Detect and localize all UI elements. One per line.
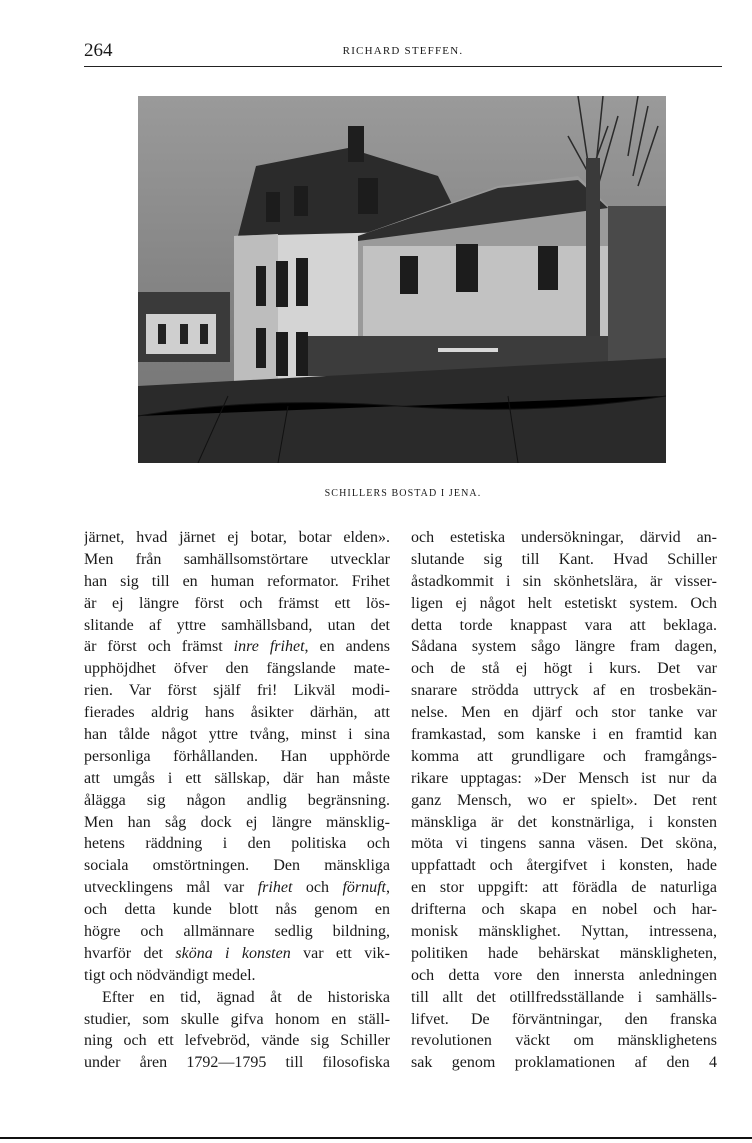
text-line: utvecklingens mål var frihet och förnuft, <box>84 879 390 897</box>
text-line: lifvet. De förväntningar, den franska <box>411 1010 717 1028</box>
text-line: studier, som skulle gifva honom en ställ- <box>84 1010 390 1028</box>
text-line: politiken hade behärskat mänskligheten, <box>411 944 717 962</box>
text-line: Sådana system sågo längre fram dagen, <box>411 638 717 656</box>
text-line: sak genom proklamationen af den 4 <box>411 1054 717 1072</box>
text-line: fierades aldrig hans åsikter därhän, att <box>84 704 390 722</box>
page-header <box>84 40 722 64</box>
text-line: personliga förhållanden. Han upphörde <box>84 747 390 765</box>
text-line: möta vi tingens sanna väsen. Det sköna, <box>411 835 717 853</box>
text-line: sociala omstörtningen. Den mänskliga <box>84 857 390 875</box>
house-photograph <box>138 96 666 463</box>
text-line: att umgås i ett sällskap, där han måste <box>84 769 390 787</box>
figure-caption: SCHILLERS BOSTAD I JENA. <box>324 488 482 499</box>
text-line: mänskliga är det konstnärliga, i konsten <box>411 813 717 831</box>
house-photograph-illustration <box>138 96 666 463</box>
text-line: rikare upptagas: »Der Mensch ist nur da <box>411 769 717 787</box>
text-line: komma att grundligare och framgångs- <box>411 747 717 765</box>
text-line: ålägga sig någon andlig begränsning. <box>84 791 390 809</box>
text-line: högre och allmännare sedlig bildning, <box>84 923 390 941</box>
running-head: RICHARD STEFFEN. <box>342 45 464 57</box>
text-line: järnet, hvad järnet ej botar, botar elden». <box>84 529 390 546</box>
text-line: och detta vore den innersta anledningen <box>411 966 717 984</box>
text-line: slutande sig till Kant. Hvad Schiller <box>411 550 717 568</box>
text-line: hvarför det sköna i konsten var ett vik- <box>84 944 390 962</box>
text-line: och estetiska undersökningar, därvid an- <box>411 529 717 546</box>
text-line: till allt det otillfredsställande i samhälls- <box>411 988 717 1006</box>
text-line: tigt och nödvändigt medel. <box>84 966 256 984</box>
text-line: ganz Mensch, wo er spielt». Det rent <box>411 791 717 809</box>
page-number: 264 <box>84 40 113 61</box>
header-rule <box>84 66 722 67</box>
text-line: under åren 1792—1795 till filosofiska <box>84 1054 390 1072</box>
text-line: Men han såg dock ej längre mänsklig- <box>84 813 390 831</box>
text-line: upphöjdhet öfver den fängslande mate- <box>84 660 390 678</box>
text-line: han sig till en human reformator. Frihet <box>84 572 390 590</box>
text-line: ligen ej något helt estetiskt system. Och <box>411 594 717 612</box>
text-line: hetens räddning i den politiska och <box>84 835 390 853</box>
text-line: är ej längre först och främst ett lös- <box>84 594 390 612</box>
text-line: rien. Var först själf fri! Likväl modi- <box>84 682 390 700</box>
text-line: drifterna och skapa en nobel och har- <box>411 901 717 919</box>
bottom-rule <box>0 1137 752 1139</box>
text-line: nelse. Men en djärf och stor tanke var <box>411 704 717 722</box>
text-line: är först och främst inre frihet, en andens <box>84 638 390 656</box>
text-line: snarare strödda uttryck af en trosbekän- <box>411 682 717 700</box>
text-line: ning och ett lefvebröd, vände sig Schiller <box>84 1032 390 1050</box>
right-column <box>411 527 717 1074</box>
text-line: framkastad, som kanske i en framtid kan <box>411 726 717 744</box>
text-line: han tålde något yttre tvång, minst i sina <box>84 726 390 744</box>
text-line: och detta kunde blott nås genom en <box>84 901 390 919</box>
text-line: slitande af yttre samhällsband, utan det <box>84 616 390 634</box>
text-line: och de stå ej högt i kurs. Det var <box>411 660 717 678</box>
left-column <box>84 527 390 1074</box>
text-line: uppfattadt och återgifvet i konsten, hade <box>411 857 717 875</box>
text-line: åstadkommit i sin skönhetslära, är visser- <box>411 572 717 590</box>
text-line: Men från samhällsomstörtare utvecklar <box>84 550 390 568</box>
text-line: en stor uppgift: att förädla de naturliga <box>411 879 717 897</box>
text-line: detta torde knappast vara att beklaga. <box>411 616 717 634</box>
text-line: Efter en tid, ägnad åt de historiska <box>102 988 390 1006</box>
text-line: monisk mänsklighet. Nyttan, intressena, <box>411 923 717 941</box>
text-line: revolutionen väckt om mänsklighetens <box>411 1032 717 1050</box>
